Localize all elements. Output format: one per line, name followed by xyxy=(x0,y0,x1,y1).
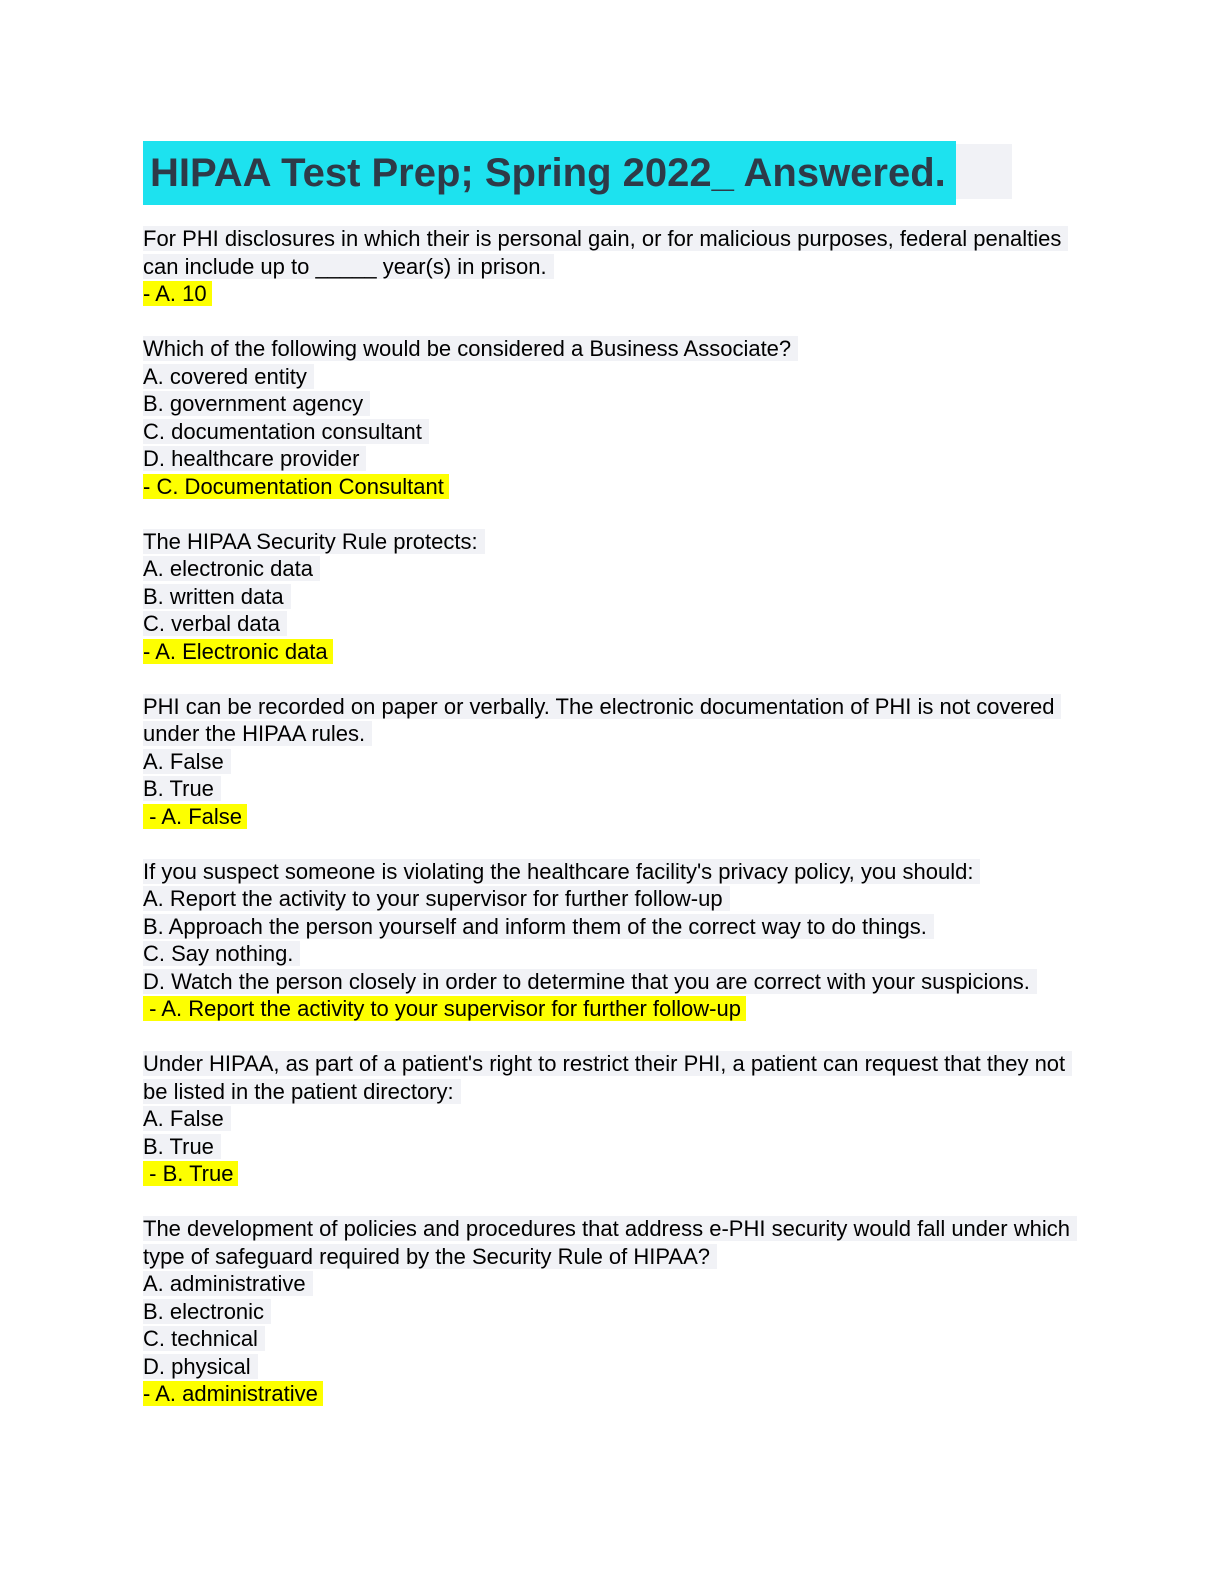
option-text-highlight: C. technical xyxy=(143,1326,265,1351)
question-block xyxy=(143,225,1079,308)
option-text-highlight: B. government agency xyxy=(143,391,370,416)
question-block xyxy=(143,1215,1079,1408)
options-list xyxy=(143,363,1079,473)
options-list xyxy=(143,885,1079,995)
questions-list xyxy=(143,225,1079,1408)
answer-text xyxy=(143,1160,1079,1188)
question-text-highlight: PHI can be recorded on paper or verbally. The electronic documentation of PHI is not covered under the HIPAA rules. xyxy=(143,694,1061,747)
page-title-text: HIPAA Test Prep; Spring 2022_ Answered. xyxy=(143,141,956,205)
question-text xyxy=(143,225,1079,280)
answer-text xyxy=(143,280,1079,308)
option-text-highlight: A. False xyxy=(143,1106,231,1131)
option-text xyxy=(143,555,1079,583)
question-text-highlight: The HIPAA Security Rule protects: xyxy=(143,529,485,554)
option-text xyxy=(143,968,1079,996)
question-text-highlight: If you suspect someone is violating the healthcare facility's privacy policy, you should: xyxy=(143,859,980,884)
answer-text-highlight: - A. administrative xyxy=(143,1381,323,1406)
question-text-highlight: For PHI disclosures in which their is personal gain, or for malicious purposes, federal penalties can include up to _____ year(s) in prison. xyxy=(143,226,1068,279)
option-text xyxy=(143,1270,1079,1298)
option-text-highlight: B. Approach the person yourself and inform them of the correct way to do things. xyxy=(143,914,934,939)
answer-text-highlight: - A. Report the activity to your supervisor for further follow-up xyxy=(143,996,746,1021)
options-list xyxy=(143,748,1079,803)
option-text-highlight: B. electronic xyxy=(143,1299,271,1324)
answer-text xyxy=(143,803,1079,831)
option-text-highlight: C. documentation consultant xyxy=(143,419,429,444)
question-text xyxy=(143,1215,1079,1270)
option-text xyxy=(143,583,1079,611)
option-text-highlight: A. covered entity xyxy=(143,364,314,389)
option-text xyxy=(143,885,1079,913)
question-text xyxy=(143,1050,1079,1105)
option-text xyxy=(143,1105,1079,1133)
question-text xyxy=(143,528,1079,556)
question-text-highlight: Which of the following would be considered a Business Associate? xyxy=(143,336,798,361)
option-text xyxy=(143,445,1079,473)
option-text-highlight: A. administrative xyxy=(143,1271,313,1296)
question-block xyxy=(143,528,1079,666)
option-text xyxy=(143,913,1079,941)
answer-text-highlight: - B. True xyxy=(143,1161,238,1186)
question-text xyxy=(143,335,1079,363)
question-text xyxy=(143,858,1079,886)
option-text xyxy=(143,418,1079,446)
option-text-highlight: C. verbal data xyxy=(143,611,287,636)
question-block xyxy=(143,858,1079,1023)
question-block xyxy=(143,1050,1079,1188)
option-text-highlight: D. Watch the person closely in order to determine that you are correct with your suspicions. xyxy=(143,969,1037,994)
option-text xyxy=(143,390,1079,418)
page-title xyxy=(143,141,1079,205)
options-list xyxy=(143,555,1079,638)
answer-text-highlight: - A. False xyxy=(143,804,247,829)
option-text-highlight: B. written data xyxy=(143,584,291,609)
question-block xyxy=(143,693,1079,831)
option-text-highlight: B. True xyxy=(143,1134,221,1159)
answer-text xyxy=(143,638,1079,666)
answer-text xyxy=(143,473,1079,501)
option-text xyxy=(143,363,1079,391)
option-text xyxy=(143,610,1079,638)
question-text xyxy=(143,693,1079,748)
option-text xyxy=(143,940,1079,968)
answer-text-highlight: - A. Electronic data xyxy=(143,639,333,664)
option-text-highlight: A. Report the activity to your supervisor for further follow-up xyxy=(143,886,730,911)
question-block xyxy=(143,335,1079,500)
option-text xyxy=(143,1353,1079,1381)
answer-text-highlight: - C. Documentation Consultant xyxy=(143,474,449,499)
option-text-highlight: B. True xyxy=(143,776,221,801)
option-text-highlight: A. False xyxy=(143,749,231,774)
option-text-highlight: D. healthcare provider xyxy=(143,446,366,471)
option-text-highlight: C. Say nothing. xyxy=(143,941,300,966)
option-text xyxy=(143,748,1079,776)
option-text xyxy=(143,1133,1079,1161)
answer-text-highlight: - A. 10 xyxy=(143,281,212,306)
answer-text xyxy=(143,1380,1079,1408)
option-text-highlight: D. physical xyxy=(143,1354,258,1379)
options-list xyxy=(143,1270,1079,1380)
title-trailing-highlight xyxy=(956,144,1012,199)
options-list xyxy=(143,1105,1079,1160)
question-text-highlight: The development of policies and procedures that address e-PHI security would fall under which type of safeguard required by the Security Rule of HIPAA? xyxy=(143,1216,1077,1269)
option-text xyxy=(143,1325,1079,1353)
question-text-highlight: Under HIPAA, as part of a patient's right to restrict their PHI, a patient can request that they not be listed in the patient directory: xyxy=(143,1051,1072,1104)
option-text xyxy=(143,1298,1079,1326)
answer-text xyxy=(143,995,1079,1023)
option-text xyxy=(143,775,1079,803)
option-text-highlight: A. electronic data xyxy=(143,556,320,581)
